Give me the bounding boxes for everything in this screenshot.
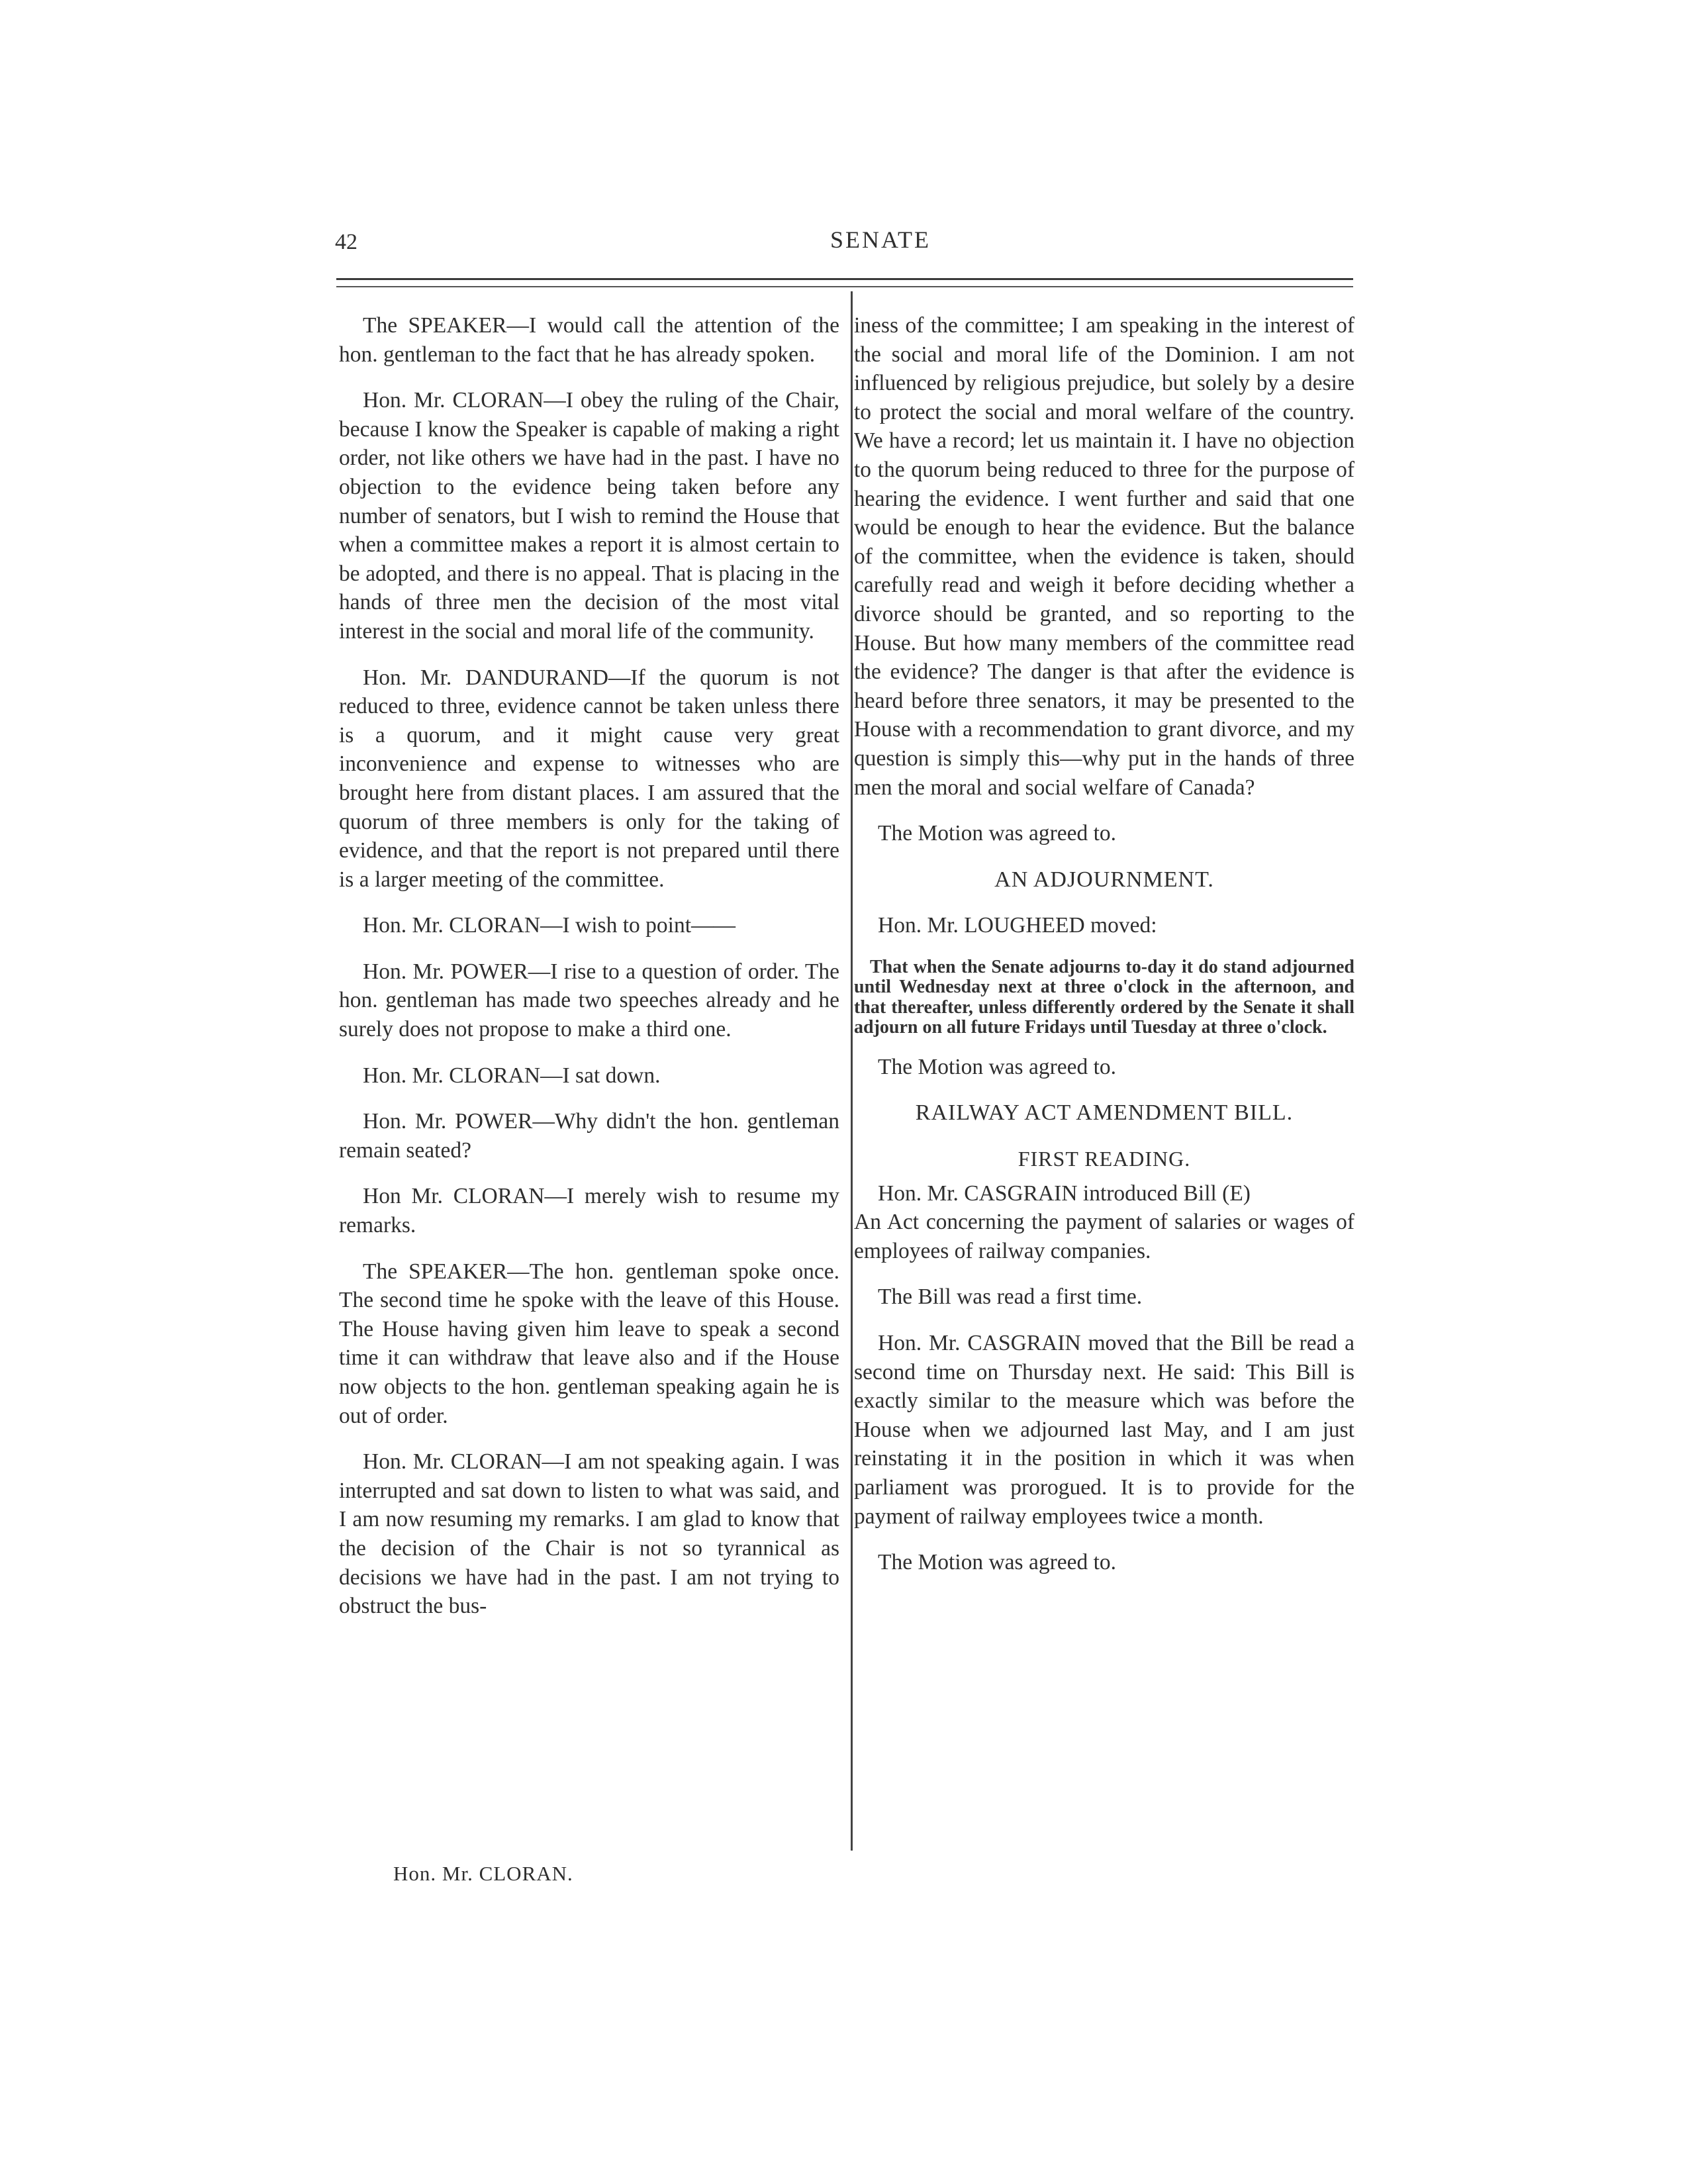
paragraph: Hon. Mr. CASGRAIN introduced Bill (E) <box>878 1181 1251 1206</box>
header-rule-thin <box>336 286 1353 287</box>
paragraph: Hon. Mr. CLORAN—I obey the ruling of the Chair, because I know the Speaker is capable of making a right order, not like others we have had in the past. I have no objection to the evidence being taken before any number of senators, but I wish to remind the House that when a committee makes a report it is almost certain to be adopted, and there is no appeal. That is placing in the hands of three men the decision of the most vital interest in the social and moral life of the community. <box>339 388 839 644</box>
paragraph: iness of the committee; I am speaking in the interest of the social and moral life of the Dominion. I am not influenced by religious prejudice, but solely by a desire to protect the social and moral welfare of the country. We have a record; let us maintain it. I have no objection to the quorum being reduced to three for the purpose of hearing the evidence. I went further and said that one would be enough to hear the evidence. But the balance of the committee, when the evidence is taken, should carefully read and weigh it before deciding whether a divorce should be granted, and so reporting to the House. But how many members of the committee read the evidence? The danger is that after the evidence is heard before three senators, it may be presented to the House with a recommendation to grant divorce, and my question is simply this—why put in the hands of three men the moral and social welfare of Canada? <box>854 313 1354 800</box>
paragraph: The Motion was agreed to. <box>878 1550 1117 1575</box>
paragraph: Hon. Mr. CLORAN—I sat down. <box>363 1063 661 1088</box>
left-column <box>339 311 839 1638</box>
page-number: 42 <box>335 230 357 254</box>
footer-speaker-name: Hon. Mr. CLORAN. <box>393 1862 573 1885</box>
paragraph: The Bill was read a first time. <box>878 1284 1143 1310</box>
column-divider <box>851 291 853 1851</box>
paragraph: Hon. Mr. POWER—Why didn't the hon. gentleman remain seated? <box>339 1109 839 1163</box>
paragraph: The Motion was agreed to. <box>878 1054 1117 1079</box>
paragraph: Hon. Mr. CLORAN—I wish to point—— <box>363 913 736 938</box>
paragraph: Hon. Mr. CLORAN—I am not speaking again. I was interrupted and sat down to listen to what was said, and I am now resuming my remarks. I am glad to know that the decision of the Chair is not so tyrannical as decisions we have had in the past. I am not trying to obstruct the bus- <box>339 1449 839 1619</box>
section-heading: AN ADJOURNMENT. <box>994 867 1214 892</box>
paragraph: Hon. Mr. DANDURAND—If the quorum is not reduced to three, evidence cannot be taken unless there is a quorum, and it might cause very great inconvenience and expense to witnesses who are brought here from distant places. I am assured that the quorum of three members is only for the taking of evidence, and that the report is not prepared until there is a larger meeting of the committee. <box>339 665 839 892</box>
motion-quote: That when the Senate adjourns to-day it do stand adjourned until Wednesday next at three o'clock in the afternoon, and that thereafter, unless differently ordered by the Senate it shall adjourn on all future Fridays until Tuesday at three o'clock. <box>854 956 1354 1038</box>
paragraph: The SPEAKER—I would call the attention of the hon. gentleman to the fact that he has already spoken. <box>339 313 839 367</box>
subsection-heading: FIRST READING. <box>1018 1147 1191 1171</box>
header-rule <box>336 278 1353 280</box>
paragraph: Hon. Mr. CASGRAIN moved that the Bill be read a second time on Thursday next. He said: This Bill is exactly similar to the measure which was before the House when we adjourned last May, and I am just reinstating it in the position in which it was when parliament was prorogued. It is to provide for the payment of railway employees twice a month. <box>854 1331 1354 1529</box>
running-head: SENATE <box>830 226 931 253</box>
paragraph: The Motion was agreed to. <box>878 821 1117 846</box>
paragraph: Hon Mr. CLORAN—I merely wish to resume my remarks. <box>339 1184 839 1238</box>
right-column <box>854 311 1354 1594</box>
paragraph: Hon. Mr. POWER—I rise to a question of order. The hon. gentleman has made two speeches already and he surely does not propose to make a third one. <box>339 959 839 1042</box>
paragraph: The SPEAKER—The hon. gentleman spoke once. The second time he spoke with the leave of this House. The House having given him leave to speak a second time it can withdraw that leave also and if the House now objects to the hon. gentleman speaking again he is out of order. <box>339 1259 839 1428</box>
paragraph: An Act concerning the payment of salaries or wages of employees of railway companies. <box>854 1210 1354 1263</box>
paragraph: Hon. Mr. LOUGHEED moved: <box>878 913 1157 938</box>
section-heading: RAILWAY ACT AMENDMENT BILL. <box>915 1100 1294 1126</box>
